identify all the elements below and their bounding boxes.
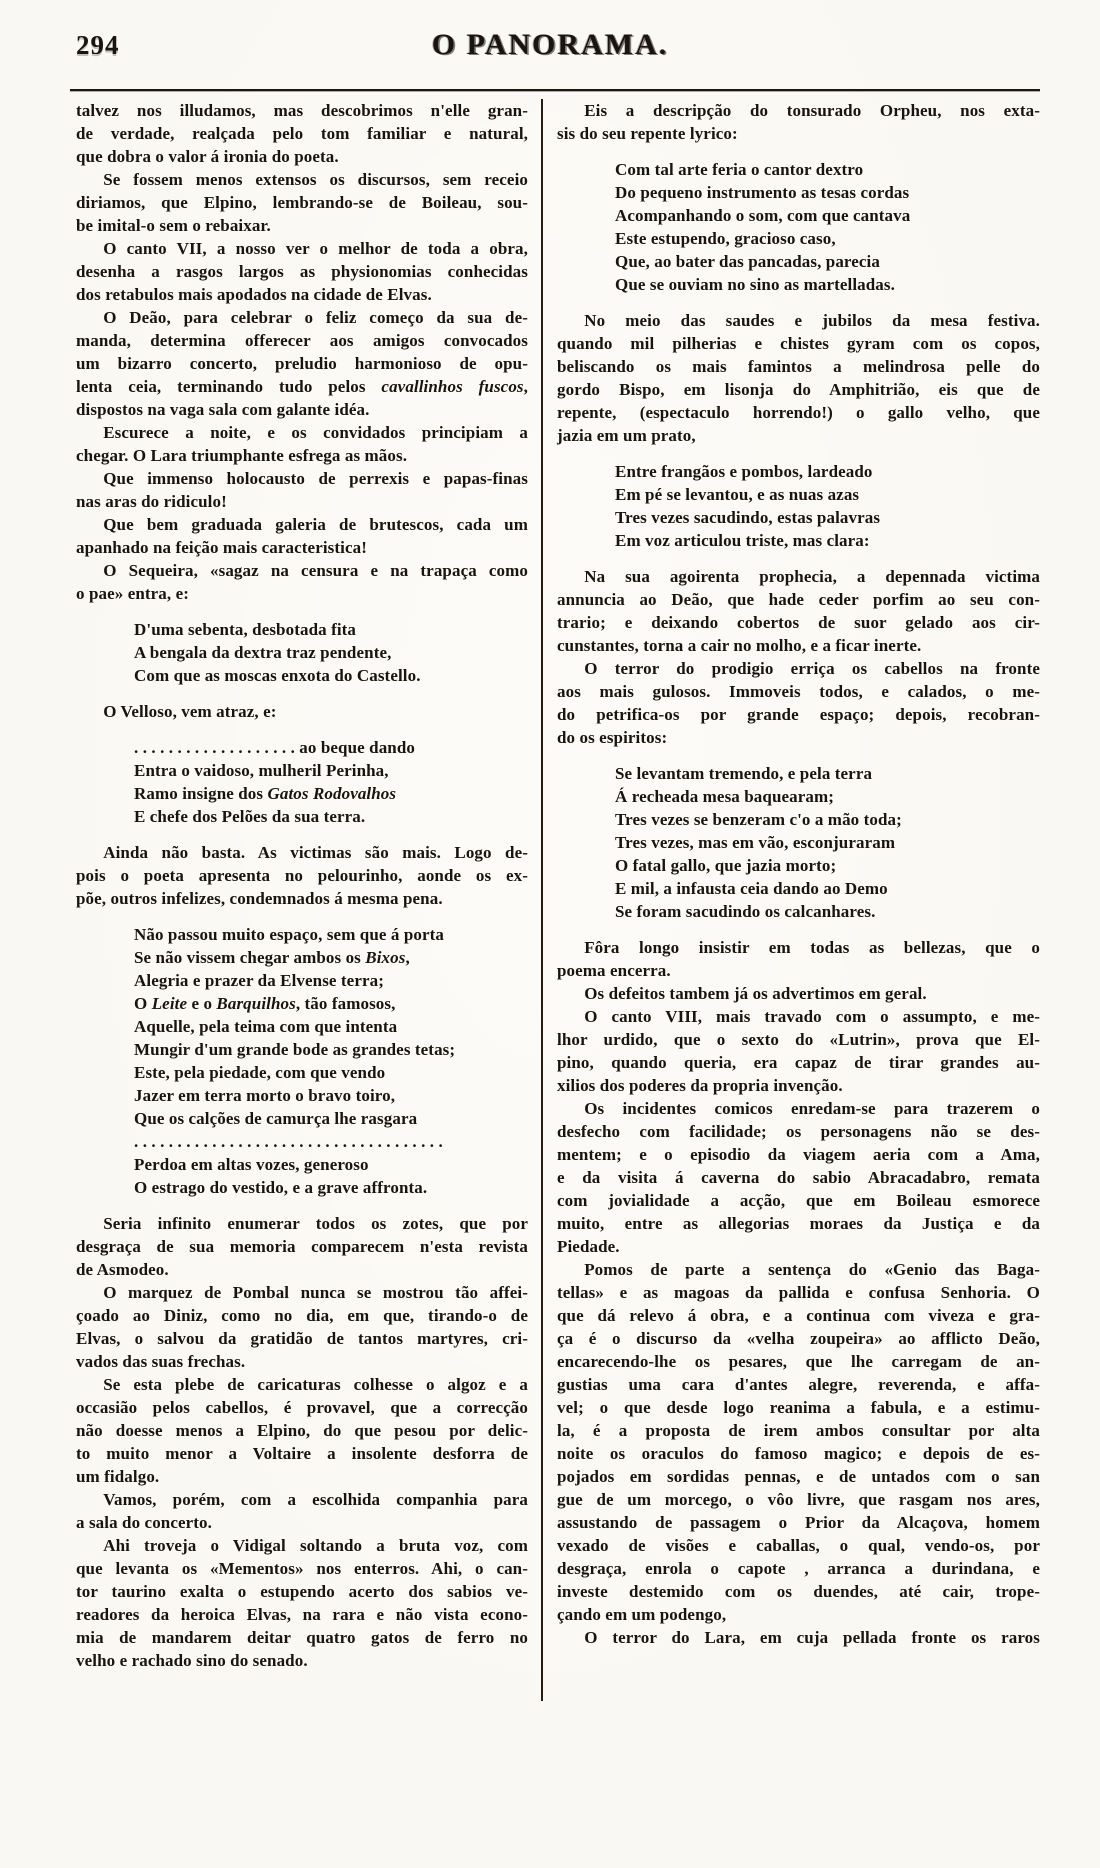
verse-line: A bengala da dextra traz pendente, bbox=[134, 643, 392, 662]
verse-block bbox=[615, 460, 1040, 552]
paragraph bbox=[557, 1626, 1040, 1649]
text-line: be imital-o sem o rebaixar. bbox=[76, 216, 271, 235]
text-line: Eis a descripção do tonsurado Orpheu, nos exta- bbox=[584, 101, 1040, 120]
paragraph bbox=[76, 1373, 528, 1488]
verse-line: E chefe dos Pelões da sua terra. bbox=[134, 807, 366, 826]
text-line: chegar. O Lara triumphante esfrega as mãos. bbox=[76, 446, 408, 465]
page-number: 294 bbox=[76, 30, 120, 60]
text-line: repente, (espectaculo horrendo!) o gallo velho, que bbox=[557, 403, 1040, 422]
verse-line: Mungir d'um grande bode as grandes tetas; bbox=[134, 1040, 456, 1059]
verse-line: Se não vissem chegar ambos os Bixos, bbox=[134, 948, 410, 967]
paragraph bbox=[557, 936, 1040, 982]
verse-line: Á recheada mesa baquearam; bbox=[615, 787, 835, 806]
text-line: No meio das saudes e jubilos da mesa festiva. bbox=[584, 311, 1040, 330]
text-line: pojados em sordidas pennas, e de untados com o san bbox=[557, 1467, 1040, 1486]
text-line: çando em um podengo, bbox=[557, 1605, 727, 1624]
text-line: O terror do Lara, em cuja pellada fronte os raros bbox=[584, 1628, 1040, 1647]
text-line: lhor urdido, que o sexto do «Lutrin», prova que El- bbox=[557, 1030, 1040, 1049]
verse-line: Se foram sacudindo os calcanhares. bbox=[615, 902, 876, 921]
text-line: desgraça, enrola o capote , arranca a durindana, e bbox=[557, 1559, 1040, 1578]
verse-line: Jazer em terra morto o bravo toiro, bbox=[134, 1086, 396, 1105]
paragraph bbox=[76, 168, 528, 237]
text-columns bbox=[76, 99, 1040, 1714]
verse-block bbox=[134, 618, 528, 687]
verse-line: Acompanhando o som, com que cantava bbox=[615, 206, 911, 225]
text-line: Que immenso holocausto de perrexis e papas-finas bbox=[103, 469, 528, 488]
text-line: o pae» entra, e: bbox=[76, 584, 190, 603]
text-line: tor taurino exalta o estupendo acerto dos sabios ve- bbox=[76, 1582, 528, 1601]
verse-line: Tres vezes se benzeram c'o a mão toda; bbox=[615, 810, 902, 829]
verse-line: Do pequeno instrumento as tesas cordas bbox=[615, 183, 910, 202]
text-line: lenta ceia, terminando tudo pelos cavallinhos fuscos, bbox=[76, 377, 528, 396]
text-line: sis do seu repente lyrico: bbox=[557, 124, 738, 143]
text-line: jazia em um prato, bbox=[557, 426, 696, 445]
text-line: pino, quando queria, era capaz de tirar grandes au- bbox=[557, 1053, 1040, 1072]
column-divider bbox=[541, 99, 543, 1701]
paragraph bbox=[76, 1212, 528, 1281]
text-line: gue de um morcego, o vôo livre, que rasgam nos ares, bbox=[557, 1490, 1040, 1509]
text-line: diriamos, que Elpino, lembrando-se de Boileau, sou- bbox=[76, 193, 528, 212]
text-line: la, é a proposta de irem ambos consultar por alta bbox=[557, 1421, 1040, 1440]
paragraph bbox=[76, 1534, 528, 1672]
text-line: do petrifica-os por grande espaço; depois, recobran- bbox=[557, 705, 1040, 724]
text-line: do os espiritos: bbox=[557, 728, 668, 747]
paragraph bbox=[76, 559, 528, 605]
text-line: Elvas, o salvou da gratidão de tantos martyres, cri- bbox=[76, 1329, 528, 1348]
text-line: Se fossem menos extensos os discursos, sem receio bbox=[103, 170, 528, 189]
text-line: Que bem graduada galeria de brutescos, cada um bbox=[103, 515, 528, 534]
verse-block bbox=[134, 923, 528, 1199]
paragraph bbox=[76, 467, 528, 513]
text-line: readores da heroica Elvas, na rara e não vista econo- bbox=[76, 1605, 528, 1624]
verse-line: Alegria e prazer da Elvense terra; bbox=[134, 971, 384, 990]
text-line: um fidalgo. bbox=[76, 1467, 160, 1486]
verse-line: Se levantam tremendo, e pela terra bbox=[615, 764, 873, 783]
verse-block bbox=[134, 736, 528, 828]
text-line: desfecho com facilidade; os personagens não se des- bbox=[557, 1122, 1040, 1141]
text-line: de Asmodeo. bbox=[76, 1260, 169, 1279]
verse-line: Ramo insigne dos Gatos Rodovalhos bbox=[134, 784, 397, 803]
text-line: noite os oraculos do famoso magico; e depois de es- bbox=[557, 1444, 1040, 1463]
paragraph bbox=[557, 1258, 1040, 1626]
text-line: xilios dos poderes da propria invenção. bbox=[557, 1076, 843, 1095]
text-line: to muito menor a Voltaire a insolente desforra de bbox=[76, 1444, 528, 1463]
text-line: dispostos na vaga sala com galante idéa. bbox=[76, 400, 370, 419]
verse-line: O fatal gallo, que jazia morto; bbox=[615, 856, 837, 875]
paragraph bbox=[76, 99, 528, 168]
text-line: O marquez de Pombal nunca se mostrou tão affei- bbox=[103, 1283, 528, 1302]
verse-line: D'uma sebenta, desbotada fita bbox=[134, 620, 357, 639]
text-line: mia de mandarem deitar quatro gatos de ferro no bbox=[76, 1628, 528, 1647]
text-line: Ahi troveja o Vidigal soltando a bruta voz, com bbox=[103, 1536, 528, 1555]
paragraph bbox=[557, 657, 1040, 749]
verse-line: Em pé se levantou, e as nuas azas bbox=[615, 485, 860, 504]
text-line: O terror do prodigio erriça os cabellos na fronte bbox=[584, 659, 1040, 678]
text-line: Escurece a noite, e os convidados principiam a bbox=[103, 423, 528, 442]
text-line: Fôra longo insistir em todas as bellezas, que o bbox=[584, 938, 1040, 957]
text-line: velho e rachado sino do senado. bbox=[76, 1651, 308, 1670]
text-line: O canto VIII, mais travado com o assumpto, e me- bbox=[584, 1007, 1040, 1026]
text-line: que dobra o valor á ironia do poeta. bbox=[76, 147, 339, 166]
verse-block bbox=[615, 158, 1040, 296]
text-line: investe destemido com os duendes, até cair, trope- bbox=[557, 1582, 1040, 1601]
verse-line: O Leite e o Barquilhos, tão famosos, bbox=[134, 994, 396, 1013]
text-line: manda, determina offerecer aos amigos convocados bbox=[76, 331, 528, 350]
text-line: não doesse menos a Elpino, do que pesou por delic- bbox=[76, 1421, 528, 1440]
verse-block bbox=[615, 762, 1040, 923]
verse-line: Aquelle, pela teima com que intenta bbox=[134, 1017, 398, 1036]
text-line: aos mais gulosos. Immoveis todos, e calados, o me- bbox=[557, 682, 1040, 701]
text-line: vados das suas frechas. bbox=[76, 1352, 246, 1371]
text-line: que levanta os «Mementos» nos enterros. Ahi, o can- bbox=[76, 1559, 528, 1578]
text-line: de verdade, realçada pelo tom familiar e natural, bbox=[76, 124, 528, 143]
right-column bbox=[557, 99, 1040, 1649]
left-column bbox=[76, 99, 528, 1672]
text-line: mentem; e o episodio da viagem aeria com a Ama, bbox=[557, 1145, 1040, 1164]
text-line: Os defeitos tambem já os advertimos em geral. bbox=[584, 984, 927, 1003]
verse-line: Que se ouviam no sino as martelladas. bbox=[615, 275, 895, 294]
text-line: O Velloso, vem atraz, e: bbox=[103, 702, 277, 721]
verse-line: Entra o vaidoso, mulheril Perinha, bbox=[134, 761, 389, 780]
text-line: a sala do concerto. bbox=[76, 1513, 212, 1532]
text-line: desenha a rasgos largos as physionomias conhecidas bbox=[76, 262, 528, 281]
paragraph bbox=[557, 309, 1040, 447]
text-line: beliscando os mais famintos a melindrosa pelle do bbox=[557, 357, 1040, 376]
text-line: ça é o discurso da «velha zoupeira» ao afflicto Deão, bbox=[557, 1329, 1040, 1348]
text-line: desgraça de sua memoria comparecem n'esta revista bbox=[76, 1237, 528, 1256]
verse-line: Com que as moscas enxota do Castello. bbox=[134, 666, 421, 685]
text-line: dos retabulos mais apodados na cidade de Elvas. bbox=[76, 285, 432, 304]
verse-line: Com tal arte feria o cantor dextro bbox=[615, 160, 864, 179]
verse-line: Perdoa em altas vozes, generoso bbox=[134, 1155, 369, 1174]
page-header bbox=[0, 0, 1100, 96]
verse-line: E mil, a infausta ceia dando ao Demo bbox=[615, 879, 888, 898]
text-line: O Sequeira, «sagaz na censura e na trapaça como bbox=[103, 561, 528, 580]
verse-line: Este, pela piedade, com que vendo bbox=[134, 1063, 386, 1082]
text-line: Piedade. bbox=[557, 1237, 620, 1256]
text-line: talvez nos illudamos, mas descobrimos n'elle gran- bbox=[76, 101, 528, 120]
header-rule bbox=[70, 89, 1040, 91]
text-line: que dá relevo á obra, e a continua com viveza e gra- bbox=[557, 1306, 1040, 1325]
verse-line: Que, ao bater das pancadas, parecia bbox=[615, 252, 880, 271]
text-line: encarecendo-lhe os pesares, que lhe carregam de an- bbox=[557, 1352, 1040, 1371]
paragraph bbox=[76, 841, 528, 910]
verse-line: . . . . . . . . . . . . . . . . . . . . . . . . . . . . . . . . . . . . bbox=[134, 1132, 443, 1151]
text-line: annuncia ao Deão, que hade ceder porfim ao seu con- bbox=[557, 590, 1040, 609]
text-line: Vamos, porém, com a escolhida companhia para bbox=[103, 1490, 528, 1509]
paragraph bbox=[557, 565, 1040, 657]
verse-line: Em voz articulou triste, mas clara: bbox=[615, 531, 870, 550]
text-line: muito, entre as allegorias moraes da Justiça e da bbox=[557, 1214, 1040, 1233]
paragraph bbox=[557, 982, 1040, 1005]
paragraph bbox=[557, 1097, 1040, 1258]
publication-title: O PANORAMA. bbox=[431, 28, 669, 61]
text-line: poema encerra. bbox=[557, 961, 671, 980]
text-line: Na sua agoirenta prophecia, a depennada victima bbox=[584, 567, 1040, 586]
verse-line: Não passou muito espaço, sem que á porta bbox=[134, 925, 445, 944]
paragraph bbox=[76, 700, 528, 723]
text-line: pois o poeta apresenta no pelourinho, aonde os ex- bbox=[76, 866, 528, 885]
text-line: O Deão, para celebrar o feliz começo da sua de- bbox=[103, 308, 528, 327]
verse-line: Entre frangãos e pombos, lardeado bbox=[615, 462, 873, 481]
verse-line: . . . . . . . . . . . . . . . . . . . ao beque dando bbox=[134, 738, 416, 757]
text-line: Pomos de parte a sentença do «Genio das Baga- bbox=[584, 1260, 1040, 1279]
text-line: tellas» e as magoas da pallida e confusa Senhoria. O bbox=[557, 1283, 1040, 1302]
text-line: Ainda não basta. As victimas são mais. Logo de- bbox=[103, 843, 528, 862]
text-line: assustando de passagem o Prior da Alcaçova, homem bbox=[557, 1513, 1040, 1532]
text-line: cunstantes, torna a cair no molho, e a ficar inerte. bbox=[557, 636, 922, 655]
paragraph bbox=[76, 513, 528, 559]
text-line: çoado ao Diniz, como no dia, em que, tirando-o de bbox=[76, 1306, 528, 1325]
text-line: põe, outros infelizes, condemnados á mesma pena. bbox=[76, 889, 443, 908]
text-line: vel; o que desde logo reanima a fabula, e a estimu- bbox=[557, 1398, 1040, 1417]
text-line: gordo Bispo, em lisonja do Amphitrião, eis que de bbox=[557, 380, 1040, 399]
text-line: nas aras do ridiculo! bbox=[76, 492, 227, 511]
text-line: e da visita á caverna do sabio Abracadabro, remata bbox=[557, 1168, 1040, 1187]
verse-line: O estrago do vestido, e a grave affronta. bbox=[134, 1178, 428, 1197]
text-line: Os incidentes comicos enredam-se para trazerem o bbox=[584, 1099, 1040, 1118]
verse-line: Que os calções de camurça lhe rasgara bbox=[134, 1109, 418, 1128]
text-line: trario; e deixando cobertos de suor gelado aos cir- bbox=[557, 613, 1040, 632]
paragraph bbox=[76, 237, 528, 306]
text-line: com jovialidade a acção, que em Boileau esmorece bbox=[557, 1191, 1040, 1210]
paragraph bbox=[557, 99, 1040, 145]
text-line: apanhado na feição mais caracteristica! bbox=[76, 538, 367, 557]
text-line: Seria infinito enumerar todos os zotes, que por bbox=[103, 1214, 528, 1233]
verse-line: Tres vezes sacudindo, estas palavras bbox=[615, 508, 881, 527]
text-line: Se esta plebe de caricaturas colhesse o algoz e a bbox=[103, 1375, 528, 1394]
text-line: gustias uma cara d'antes alegre, reverenda, e affa- bbox=[557, 1375, 1040, 1394]
verse-line: Este estupendo, gracioso caso, bbox=[615, 229, 836, 248]
text-line: um bizarro concerto, preludio harmonioso de opu- bbox=[76, 354, 528, 373]
verse-line: Tres vezes, mas em vão, esconjuraram bbox=[615, 833, 896, 852]
paragraph bbox=[76, 306, 528, 421]
text-line: quando mil pilherias e chistes gyram com os copos, bbox=[557, 334, 1040, 353]
paragraph bbox=[557, 1005, 1040, 1097]
text-line: vexado de visões e caballas, o qual, vendo-os, por bbox=[557, 1536, 1040, 1555]
paragraph bbox=[76, 1281, 528, 1373]
paragraph bbox=[76, 1488, 528, 1534]
text-line: occasião pelos cabellos, é provavel, que a correcção bbox=[76, 1398, 528, 1417]
paragraph bbox=[76, 421, 528, 467]
text-line: O canto VII, a nosso ver o melhor de toda a obra, bbox=[103, 239, 528, 258]
